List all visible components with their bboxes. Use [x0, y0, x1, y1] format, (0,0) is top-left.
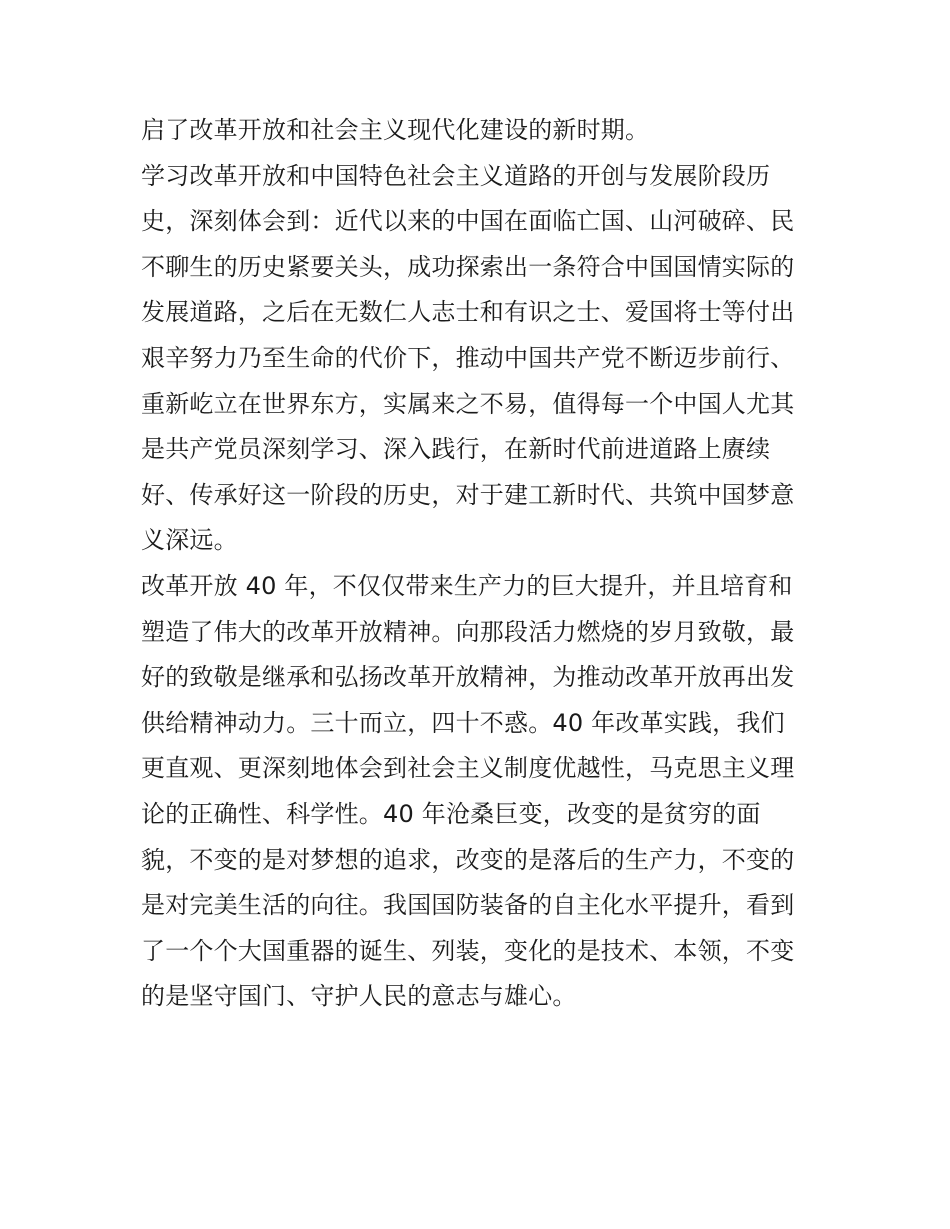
- text-line: 论的正确性、科学性。40 年沧桑巨变，改变的是贫穷的面: [141, 799, 761, 828]
- text-line: 启了改革开放和社会主义现代化建设的新时期。: [141, 116, 650, 144]
- body-text: [141, 108, 821, 1020]
- text-line: 史，深刻体会到：近代以来的中国在面临亡国、山河破碎、民: [141, 207, 795, 236]
- text-line: 更直观、更深刻地体会到社会主义制度优越性，马克思主义理: [141, 754, 795, 783]
- text-line: 不聊生的历史紧要关头，成功探索出一条符合中国国情实际的: [141, 252, 795, 281]
- text-line: 是共产党员深刻学习、深入践行，在新时代前进道路上赓续: [141, 435, 771, 464]
- text-line: 艰辛努力乃至生命的代价下，推动中国共产党不断迈步前行、: [141, 343, 795, 372]
- text-line: 的是坚守国门、守护人民的意志与雄心。: [141, 982, 577, 1011]
- text-line: 义深远。: [141, 526, 238, 555]
- text-line: 是对完美生活的向往。我国国防装备的自主化水平提升，看到: [141, 891, 795, 920]
- text-line: 貌，不变的是对梦想的追求，改变的是落后的生产力，不变的: [141, 845, 795, 874]
- text-line: 重新屹立在世界东方，实属来之不易，值得每一个中国人尤其: [141, 389, 795, 418]
- text-line: 塑造了伟大的改革开放精神。向那段活力燃烧的岁月致敬，最: [141, 617, 795, 646]
- text-line: 学习改革开放和中国特色社会主义道路的开创与发展阶段历: [141, 161, 771, 190]
- text-line: 好、传承好这一阶段的历史，对于建工新时代、共筑中国梦意: [141, 480, 795, 509]
- text-line: 了一个个大国重器的诞生、列装，变化的是技术、本领，不变: [141, 936, 795, 965]
- text-line: 改革开放 40 年，不仅仅带来生产力的巨大提升，并且培育和: [141, 571, 793, 600]
- text-line: 供给精神动力。三十而立，四十不惑。40 年改革实践，我们: [141, 708, 785, 737]
- text-line: 发展道路，之后在无数仁人志士和有识之士、爱国将士等付出: [141, 298, 795, 327]
- text-line: 好的致敬是继承和弘扬改革开放精神，为推动改革开放再出发: [141, 663, 795, 692]
